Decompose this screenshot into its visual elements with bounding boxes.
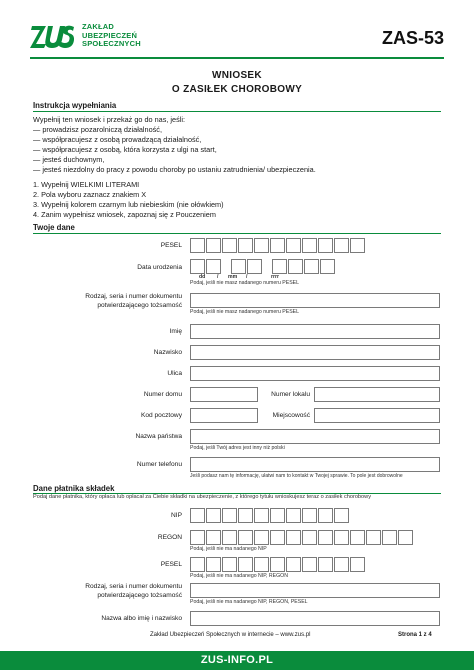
payer-pesel-hint: Podaj, jeśli nie ma nadanego NIP, REGON [190,573,288,579]
dob-hint: Podaj, jeśli nie masz nadanego numeru PESEL [190,280,300,286]
instruction-bullet: — jesteś duchownym, [33,155,105,164]
house-number-input[interactable] [190,387,258,402]
payer-id-document-hint: Podaj, jeśli nie ma nadanego NIP, REGON, PESEL [190,599,308,605]
payer-name-input[interactable] [190,611,440,626]
city-input[interactable] [314,408,440,423]
house-number-label: Numer domu [143,391,182,398]
document-code: ZAS-53 [381,28,444,48]
zus-logo [30,22,141,50]
logo-line: UBEZPIECZEŃ [82,30,138,40]
instruction-bullet: — współpracujesz z osobą prowadzącą działalność, [33,135,202,144]
zus-logo-text [82,23,141,48]
phone-label: Numer telefonu [136,461,182,468]
apartment-number-label: Numer lokalu [271,391,310,398]
payer-pesel-input[interactable] [190,557,366,572]
instruction-step: 1. Wypełnij WIELKIMI LITERAMI [33,180,140,189]
dob-input[interactable] [190,259,336,274]
payer-intro: Podaj dane płatnika, który opłaca lub opłacał za Ciebie składki na ubezpieczenie, z którego tytułu wnioskujesz teraz o zasiłek chorobowy [33,494,371,500]
id-document-label: potwierdzającego tożsamość [97,302,182,309]
instruction-step: 3. Wypełnij kolorem czarnym lub niebieskim (nie ołówkiem) [33,200,224,209]
pesel-label: PESEL [160,242,182,249]
instruction-bullet: — współpracujesz z osobą, która korzysta z ulgi na start, [33,145,217,154]
zus-info-banner: ZUS-INFO.PL [0,651,474,670]
instruction-step: 2. Pola wyboru zaznacz znakiem X [33,190,147,199]
phone-hint: Jeśli podasz nam tę informację, ułatwi nam to kontakt w Twojej sprawie. To pole jest dobrowolne [190,473,403,479]
logo-line: ZAKŁAD [82,22,115,32]
last-name-input[interactable] [190,345,440,360]
dob-hint-mm: mm [228,274,238,280]
footer-page-number: Strona 1 z 4 [398,632,432,638]
payer-id-document-label: Rodzaj, seria i numer dokumentu [85,583,182,590]
dob-label: Data urodzenia [137,264,182,271]
payer-id-document-label: potwierdzającego tożsamość [97,592,182,599]
section-heading-personal-data: Twoje dane [33,223,75,232]
nip-input[interactable] [190,508,350,523]
instruction-step: 4. Zanim wypełnisz wniosek, zapoznaj się z Pouczeniem [33,210,216,219]
street-label: Ulica [167,370,182,377]
dob-hint-dd: dd [199,274,206,280]
postal-code-label: Kod pocztowy [140,412,182,419]
street-input[interactable] [190,366,440,381]
pesel-input[interactable] [190,238,366,253]
phone-input[interactable] [190,457,440,472]
instruction-bullet: — prowadzisz pozarolniczą działalność, [33,125,162,134]
apartment-number-input[interactable] [314,387,440,402]
form-title-line2: O ZASIŁEK CHOROBOWY [171,84,303,95]
footer-website: Zakład Ubezpieczeń Społecznych w internecie – www.zus.pl [150,632,311,638]
section-heading-payer: Dane płatnika składek [33,484,115,493]
section-divider [33,233,441,234]
regon-hint: Podaj, jeśli nie ma nadanego NIP [190,546,267,552]
payer-pesel-label: PESEL [160,561,182,568]
payer-id-document-input[interactable] [190,583,440,598]
zus-logo-mark [30,23,74,49]
section-divider [33,111,441,112]
id-document-input[interactable] [190,293,440,308]
dob-hint-sep: / [246,274,248,280]
regon-label: REGON [157,534,182,541]
postal-code-input[interactable] [190,408,258,423]
nip-label: NIP [171,512,182,519]
dob-hint-rrrr: rrrr [271,274,280,280]
id-document-hint: Podaj, jeśli nie masz nadanego numeru PESEL [190,309,300,315]
instructions-intro: Wypełnij ten wniosek i przekaż go do nas, jeśli: [33,115,186,124]
last-name-label: Nazwisko [153,349,182,356]
first-name-input[interactable] [190,324,440,339]
section-heading-instructions: Instrukcja wypełniania [33,101,117,110]
id-document-label: Rodzaj, seria i numer dokumentu [85,293,182,300]
instruction-bullet: — jesteś niezdolny do pracy z powodu choroby po ustaniu zatrudnienia/ ubezpieczenia. [33,165,316,174]
country-input[interactable] [190,429,440,444]
payer-name-label: Nazwa albo imię i nazwisko [101,615,182,622]
country-hint: Podaj, jeśli Twój adres jest inny niż polski [190,445,285,451]
dob-hint-sep: / [217,274,219,280]
form-title-line1: WNIOSEK [212,70,262,81]
city-label: Miejscowość [272,412,310,419]
first-name-label: Imię [169,328,182,335]
country-label: Nazwa państwa [135,433,182,440]
logo-line: SPOŁECZNYCH [82,39,141,49]
header-divider [30,57,444,59]
regon-input[interactable] [190,530,414,545]
